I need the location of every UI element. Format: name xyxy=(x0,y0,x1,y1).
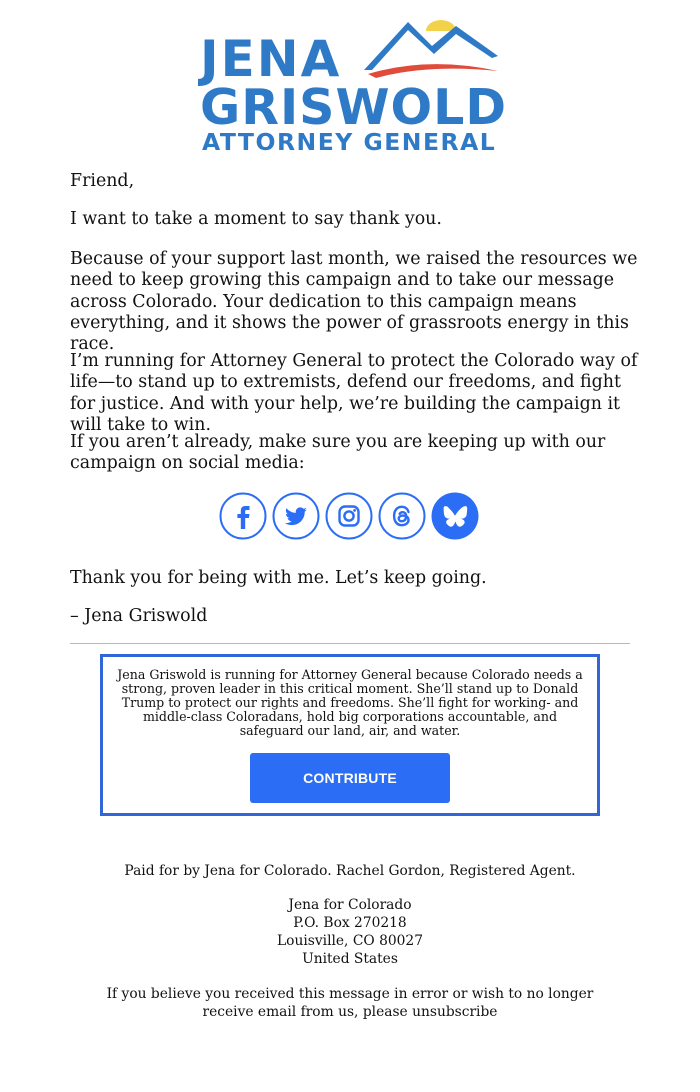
greeting: Friend, xyxy=(70,171,135,191)
social-links xyxy=(219,492,481,544)
paid-for-disclaimer: Paid for by Jena for Colorado. Rachel Gordon, Registered Agent. xyxy=(124,863,576,879)
logo-office: ATTORNEY GENERAL xyxy=(202,128,497,154)
divider xyxy=(70,643,630,644)
po-box: P.O. Box 270218 xyxy=(293,915,407,931)
threads-icon[interactable] xyxy=(378,492,426,540)
bluesky-icon[interactable] xyxy=(431,492,479,540)
logo-first-name: JENA xyxy=(200,30,342,88)
contribute-button[interactable]: CONTRIBUTE xyxy=(250,753,450,803)
instagram-icon[interactable] xyxy=(325,492,373,540)
contribute-box xyxy=(100,654,600,816)
city-state-zip: Louisville, CO 80027 xyxy=(277,933,423,949)
unsubscribe-notice[interactable]: If you believe you received this message in error or wish to no longer receive email from us, please unsubscribe xyxy=(106,986,594,1020)
logo-last-name: GRISWOLD xyxy=(200,79,508,136)
twitter-icon[interactable] xyxy=(272,492,320,540)
signature: – Jena Griswold xyxy=(70,606,208,626)
promo-text: Jena Griswold is running for Attorney General because Colorado needs a strong, proven leader in this critical moment. She’ll stand up to Donald Trump to protect our rights and freedoms. She’ll fight for working- and middle-class Coloradans, hold big corporations accountable, and safeguard our land, air, and water. xyxy=(117,667,583,739)
paragraph-thanks: I want to take a moment to say thank you. xyxy=(70,209,442,229)
country: United States xyxy=(302,951,398,967)
paragraph-running: I’m running for Attorney General to protect the Colorado way of life—to stand up to extremists, defend our freedoms, and fight for justice. And with your help, we’re building the campaign it will take to win. xyxy=(70,351,638,435)
swoosh-icon xyxy=(368,64,498,78)
closing-line: Thank you for being with me. Let’s keep going. xyxy=(70,568,487,588)
campaign-logo xyxy=(198,14,508,154)
paragraph-social: If you aren’t already, make sure you are keeping up with our campaign on social media: xyxy=(70,432,606,474)
paragraph-support: Because of your support last month, we raised the resources we need to keep growing this campaign and to take our message across Colorado. Your dedication to this campaign means everything, and it shows the power of grassroots energy in this race. xyxy=(70,249,638,355)
sun-icon xyxy=(426,20,456,31)
facebook-icon[interactable] xyxy=(219,492,267,540)
org-name: Jena for Colorado xyxy=(288,897,412,913)
